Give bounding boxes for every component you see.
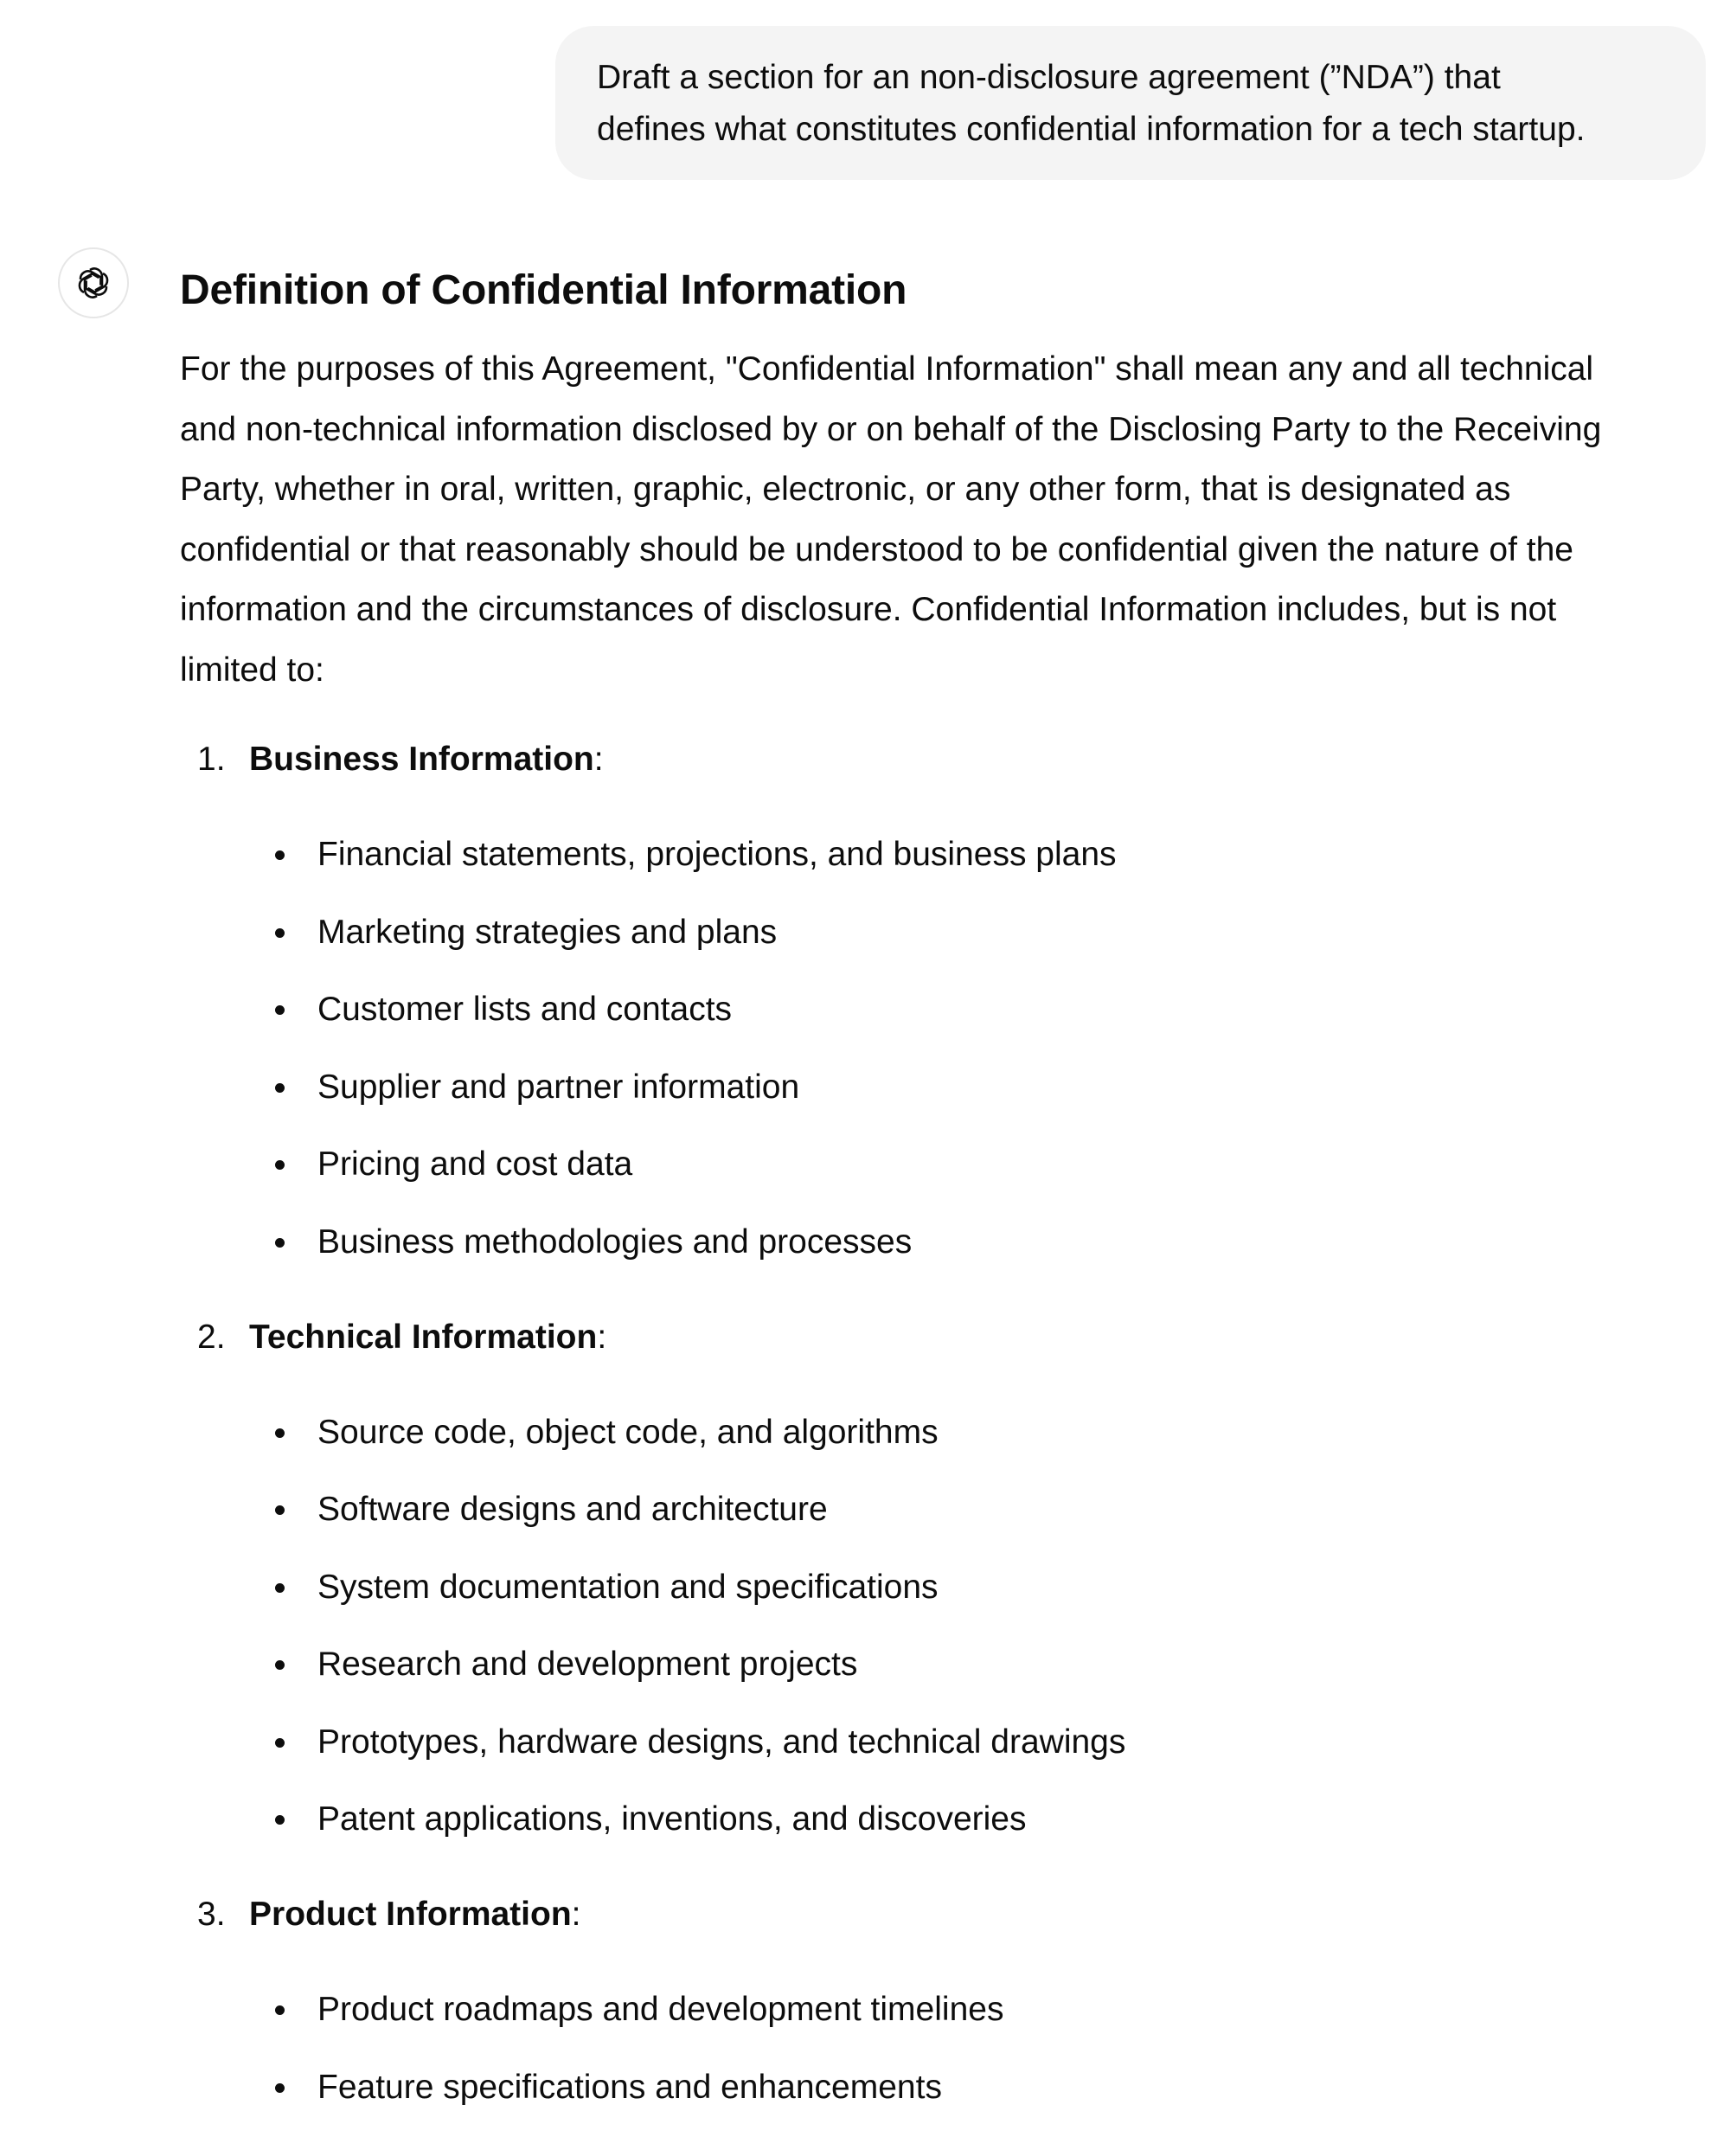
- intro-line: confidential or that reasonably should be understood to be confidential given the nature of the: [180, 530, 1573, 568]
- list-item-text: Feature specifications and enhancements: [317, 2068, 942, 2106]
- list-item: [180, 981, 1668, 1038]
- intro-line: and non-technical information disclosed by or on behalf of the Disclosing Party to the Receiving: [180, 410, 1602, 448]
- category-title: Technical Information: [249, 1318, 598, 1356]
- bullet-icon: [275, 1505, 285, 1515]
- category-number: 2.: [197, 1318, 226, 1356]
- bullet-icon: [275, 1660, 285, 1670]
- bullet-icon: [275, 1005, 285, 1015]
- assistant-message: [180, 260, 1668, 2154]
- list-item-text: Source code, object code, and algorithms: [317, 1413, 939, 1451]
- category-number: 1.: [197, 741, 226, 778]
- category-header: [180, 1309, 1668, 1366]
- list-item-text: Software designs and architecture: [317, 1491, 828, 1528]
- user-message-line: defines what constitutes confidential information for a tech startup.: [597, 111, 1586, 148]
- list-item: [180, 1636, 1668, 1693]
- list-item: [180, 2059, 1668, 2116]
- list-item-text: Financial statements, projections, and business plans: [317, 836, 1117, 873]
- category-title: Business Information: [249, 741, 594, 778]
- list-item-text: Prototypes, hardware designs, and technical drawings: [317, 1723, 1126, 1761]
- list-item: [180, 1404, 1668, 1461]
- category-title: Product Information: [249, 1896, 572, 1933]
- bullet-list: [180, 826, 1668, 1271]
- intro-line: limited to:: [180, 651, 324, 689]
- intro-line: For the purposes of this Agreement, "Confidential Information" shall mean any and all technical: [180, 350, 1594, 388]
- bullet-icon: [275, 928, 285, 938]
- category-colon: :: [593, 741, 604, 778]
- category-colon: :: [597, 1318, 607, 1356]
- bullet-list: [180, 1404, 1668, 1849]
- bullet-icon: [275, 2005, 285, 2015]
- bullet-icon: [275, 2083, 285, 2093]
- list-item-text: Product roadmaps and development timelines: [317, 1991, 1004, 2028]
- list-item-text: System documentation and specifications: [317, 1568, 939, 1606]
- bullet-icon: [275, 1583, 285, 1593]
- bullet-icon: [275, 850, 285, 860]
- category-technical: [180, 1309, 1668, 1849]
- user-message-bubble: [555, 26, 1706, 180]
- openai-logo-icon: [74, 263, 113, 303]
- intro-line: Party, whether in oral, written, graphic, electronic, or any other form, that is designated as: [180, 471, 1511, 508]
- bullet-icon: [275, 1083, 285, 1093]
- bullet-icon: [275, 1160, 285, 1170]
- list-item-text: Research and development projects: [317, 1646, 858, 1683]
- list-item: [180, 1059, 1668, 1116]
- category-colon: :: [571, 1896, 581, 1933]
- list-item-text: Business methodologies and processes: [317, 1222, 913, 1261]
- list-item-text: Patent applications, inventions, and discoveries: [317, 1800, 1027, 1838]
- category-product: [180, 1886, 1668, 2116]
- list-item: [180, 1714, 1668, 1771]
- list-item: [180, 1981, 1668, 2038]
- list-item: [180, 904, 1668, 961]
- list-item-text: Supplier and partner information: [317, 1068, 800, 1106]
- list-item: [180, 1481, 1668, 1538]
- user-message-line: Draft a section for an non-disclosure agreement (”NDA”) that: [597, 59, 1501, 96]
- bullet-icon: [275, 1428, 285, 1438]
- list-item-text: Marketing strategies and plans: [317, 913, 778, 951]
- bullet-icon: [275, 1815, 285, 1825]
- list-item-text: Pricing and cost data: [317, 1145, 633, 1183]
- category-number: 3.: [197, 1896, 226, 1933]
- category-header: [180, 731, 1668, 788]
- intro-paragraph: [180, 339, 1668, 700]
- intro-line: information and the circumstances of disclosure. Confidential Information includes, but is not: [180, 591, 1557, 628]
- list-item: [180, 1214, 1668, 1271]
- list-item-text: Customer lists and contacts: [317, 991, 733, 1028]
- category-header: [180, 1886, 1668, 1943]
- list-item: [180, 1136, 1668, 1193]
- bullet-list: [180, 1981, 1668, 2116]
- category-list: [180, 731, 1668, 2116]
- category-business: [180, 731, 1668, 1271]
- assistant-avatar: [58, 247, 129, 318]
- bullet-icon: [275, 1738, 285, 1748]
- list-item: [180, 1791, 1668, 1848]
- list-item: [180, 1559, 1668, 1616]
- list-item: [180, 826, 1668, 883]
- response-heading: Definition of Confidential Information: [180, 267, 907, 313]
- bullet-icon: [275, 1238, 285, 1248]
